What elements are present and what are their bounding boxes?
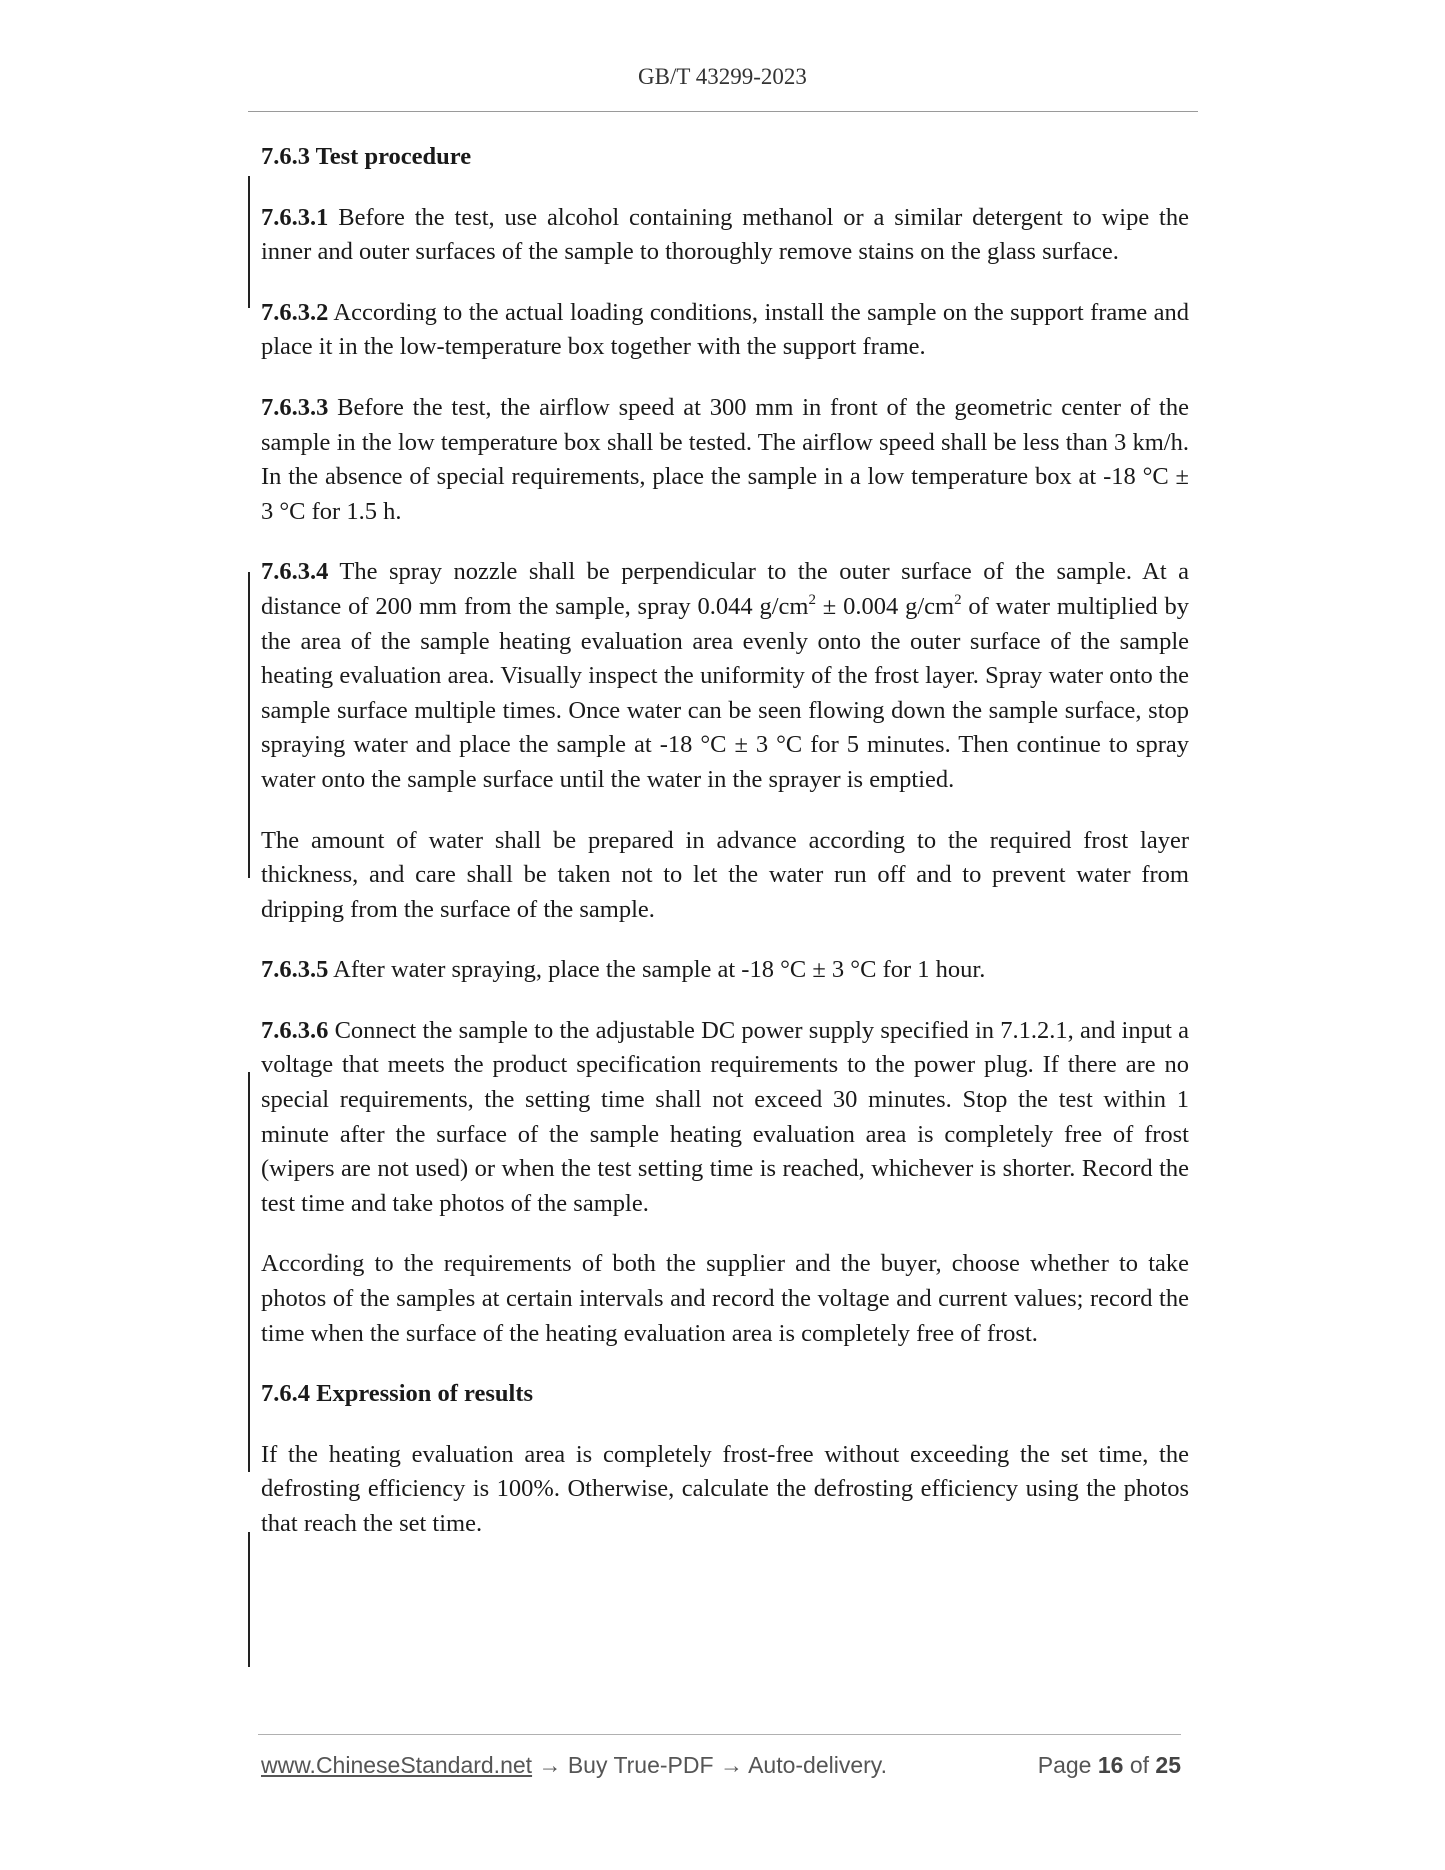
clause-number: 7.6.3.3: [261, 393, 329, 421]
clause-text: Before the test, the airflow speed at 300 mm in front of the geometric center of the sample in the low temperature box shall be tested. The airflow speed shall be less than 3 km/h. In the absence of special requirements, place the sample in a low temperature box at -18 °C ± 3 °C for 1.5 h.: [261, 393, 1189, 525]
clause-number: 7.6.3.6: [261, 1016, 329, 1044]
clause-7-6-3-1: [261, 201, 1189, 270]
page-header-title: GB/T 43299-2023: [638, 64, 807, 89]
clause-number: 7.6.3.2: [261, 298, 329, 326]
clause-number: 7.6.3.5: [261, 956, 329, 984]
clause-7-6-3-5: [261, 953, 1189, 988]
arrow-right-icon: →: [538, 1752, 562, 1778]
clause-text: Connect the sample to the adjustable DC power supply specified in 7.1.2.1, and input a voltage that meets the product specification requirements to the power plug. If there are no special requirements, the setting time shall not exceed 30 minutes. Stop the test within 1 minute after the surface of the sample heating evaluation area is completely free of frost (wipers are not used) or when the test setting time is reached, whichever is shorter. Record the test time and take photos of the sample.: [261, 1016, 1189, 1217]
page-current: 16: [1097, 1752, 1124, 1778]
change-bar: [248, 1532, 250, 1667]
clause-text: According to the actual loading conditions, install the sample on the support frame and place it in the low-temperature box together with the support frame.: [261, 298, 1189, 361]
clause-7-6-3-6-note: According to the requirements of both the supplier and the buyer, choose whether to take photos of the samples at certain intervals and record the voltage and current values; record the time when the surface of the heating evaluation area is completely free of frost.: [261, 1250, 1189, 1347]
change-bar: [248, 176, 250, 308]
page-indicator: [1038, 1752, 1181, 1779]
change-bar: [248, 1072, 250, 1472]
clause-text: The spray nozzle shall be perpendicular to the outer surface of the sample. At a distance of 200 mm from the sample, spray 0.044 g/cm: [261, 558, 1189, 620]
document-body: [261, 140, 1189, 1568]
header-divider: [248, 111, 1198, 112]
clause-7-6-3-4: [261, 555, 1189, 797]
clause-7-6-3-2: [261, 296, 1189, 365]
website-link[interactable]: www.ChineseStandard.net: [261, 1752, 533, 1778]
auto-delivery-text: Auto-delivery.: [748, 1752, 887, 1778]
footer-links: [261, 1752, 887, 1779]
superscript: 2: [954, 591, 962, 608]
change-bar: [248, 572, 250, 878]
buy-pdf-text: Buy True-PDF: [567, 1752, 714, 1778]
clause-text: Before the test, use alcohol containing methanol or a similar detergent to wipe the inner and outer surfaces of the sample to thoroughly remove stains on the glass surface.: [261, 203, 1189, 266]
page-total: 25: [1155, 1752, 1181, 1778]
clause-text: of water multiplied by the area of the sample heating evaluation area evenly onto the outer surface of the sample heating evaluation area. Visually inspect the uniformity of the frost layer. Spray water onto the sample surface multiple times. Once water can be seen flowing down the sample surface, stop spraying water and place the sample at -18 °C ± 3 °C for 5 minutes. Then continue to spray water onto the sample surface until the water in the sprayer is emptied.: [261, 592, 1189, 793]
arrow-right-icon: →: [719, 1752, 743, 1778]
clause-text: ± 0.004 g/cm: [815, 592, 955, 620]
page-of-label: of: [1129, 1752, 1150, 1778]
footer-divider: [258, 1734, 1181, 1735]
clause-7-6-3-4-note: The amount of water shall be prepared in advance according to the required frost layer thickness, and care shall be taken not to let the water run off and to prevent water from dripping from the surface of the sample.: [261, 826, 1189, 923]
clause-text: After water spraying, place the sample at -18 °C ± 3 °C for 1 hour.: [328, 956, 986, 984]
section-heading-7-6-4: 7.6.4 Expression of results: [261, 1380, 534, 1408]
clause-number: 7.6.3.4: [261, 558, 329, 586]
page-label: Page: [1037, 1752, 1092, 1778]
superscript: 2: [808, 591, 816, 608]
clause-7-6-4-text: If the heating evaluation area is completely frost-free without exceeding the set time, the defrosting efficiency is 100%. Otherwise, calculate the defrosting efficiency using the photos that reach the set time.: [261, 1440, 1189, 1537]
clause-7-6-3-3: [261, 391, 1189, 529]
section-heading-7-6-3: 7.6.3 Test procedure: [261, 143, 472, 170]
clause-7-6-3-6: [261, 1014, 1189, 1222]
clause-number: 7.6.3.1: [261, 203, 329, 231]
